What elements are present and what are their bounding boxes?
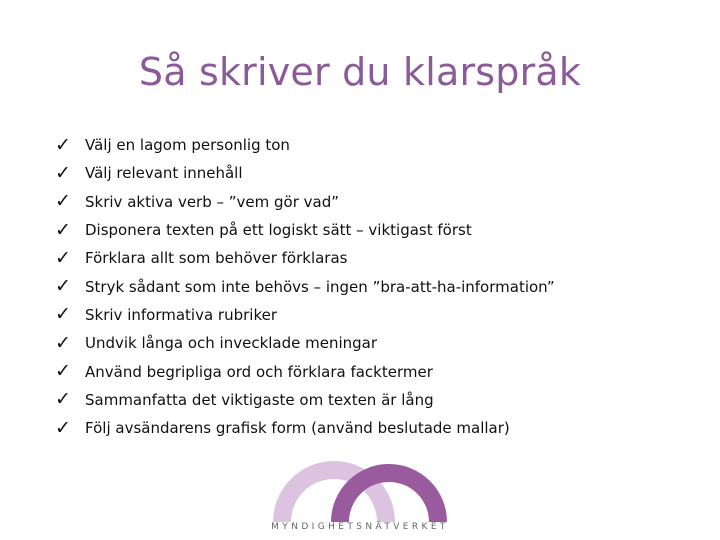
- checkmark-icon: ✓: [55, 218, 71, 241]
- checklist-item-label: Undvik långa och invecklade meningar: [85, 334, 378, 353]
- checklist: [55, 131, 555, 442]
- checklist-item: [55, 357, 555, 385]
- checklist-item-label: Sammanfatta det viktigaste om texten är lång: [85, 390, 434, 409]
- checklist-item-label: Disponera texten på ett logiskt sätt – viktigast först: [85, 221, 472, 240]
- checkmark-icon: ✓: [55, 190, 71, 213]
- checklist-item-label: Stryk sådant som inte behövs – ingen ”bra-att-ha-information”: [85, 277, 555, 296]
- checklist-item-label: Förklara allt som behöver förklaras: [85, 249, 348, 268]
- logo-arcs-icon: [270, 460, 450, 522]
- checkmark-icon: ✓: [55, 246, 71, 269]
- checkmark-icon: ✓: [55, 416, 71, 439]
- checkmark-icon: ✓: [55, 275, 71, 298]
- checklist-item-label: Skriv aktiva verb – ”vem gör vad”: [85, 192, 340, 211]
- checklist-item: [55, 244, 555, 272]
- checkmark-icon: ✓: [55, 388, 71, 411]
- checklist-item-label: Skriv informativa rubriker: [85, 305, 277, 324]
- checkmark-icon: ✓: [55, 303, 71, 326]
- checklist-item-label: Välj en lagom personlig ton: [85, 136, 290, 155]
- checklist-item-label: Välj relevant innehåll: [85, 164, 243, 183]
- checklist-item: [55, 159, 555, 187]
- checklist-item: [55, 414, 555, 442]
- checkmark-icon: ✓: [55, 331, 71, 354]
- checklist-item: [55, 131, 555, 159]
- checklist-item-label: Följ avsändarens grafisk form (använd beslutade mallar): [85, 419, 510, 438]
- slide-title: Så skriver du klarspråk: [138, 50, 582, 94]
- checkmark-icon: ✓: [55, 133, 71, 156]
- checklist-item-label: Använd begripliga ord och förklara facktermer: [85, 362, 433, 381]
- checkmark-icon: ✓: [55, 360, 71, 383]
- logo-wordmark: MYNDIGHETSNÄTVERKET: [271, 522, 449, 532]
- checklist-item: [55, 386, 555, 414]
- myndighetsnatverket-logo: [270, 460, 450, 540]
- checklist-item: [55, 188, 555, 216]
- checklist-item: [55, 301, 555, 329]
- checkmark-icon: ✓: [55, 161, 71, 184]
- checklist-item: [55, 329, 555, 357]
- checklist-item: [55, 216, 555, 244]
- checklist-item: [55, 272, 555, 300]
